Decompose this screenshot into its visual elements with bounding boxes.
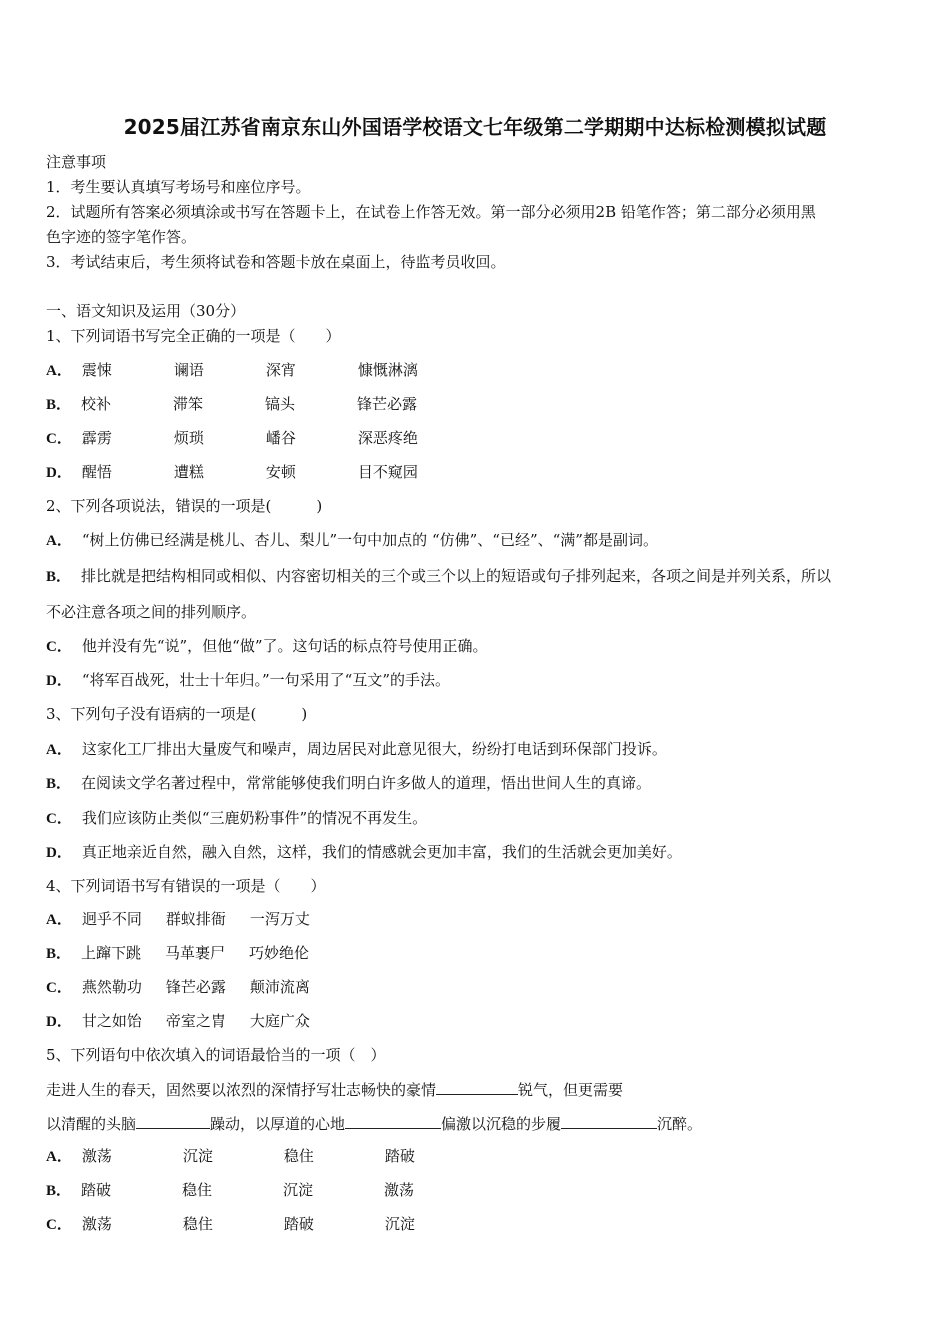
q4-option-a (46, 909, 310, 930)
notice-item: 色字迹的签字笔作答。 (46, 228, 197, 246)
question-1-stem: 1、下列词语书写完全正确的一项是（ ） (46, 327, 341, 345)
option-word: 沉淀 (384, 1215, 415, 1233)
option-word: 踏破 (283, 1215, 314, 1233)
option-word: 深宵 (265, 361, 296, 379)
option-word: 校补 (81, 395, 112, 413)
answer-blank (436, 1079, 518, 1095)
option-label: B． (46, 776, 72, 792)
notice-item: 1．考生要认真填写考场号和座位序号。 (46, 178, 311, 196)
option-text: 不必注意各项之间的排列顺序。 (46, 603, 257, 621)
option-label: C． (46, 811, 72, 827)
passage-text: 走进人生的春天，固然要以浓烈的深情抒写壮志畅快的豪情 (46, 1081, 437, 1099)
q3-option-a (46, 739, 667, 760)
option-word: 醒悟 (81, 463, 112, 481)
q1-option-b (46, 394, 417, 415)
question-3-stem: 3、下列句子没有语病的一项是( ) (46, 705, 308, 723)
answer-blank (345, 1113, 441, 1129)
answer-blank (561, 1113, 657, 1129)
option-word: 激荡 (81, 1147, 112, 1165)
q2-option-a (46, 530, 658, 551)
section-heading: 一、语文知识及运用（30分） (46, 302, 246, 320)
option-word: 镐头 (265, 395, 296, 413)
option-word: 沉淀 (182, 1147, 213, 1165)
option-word: 一泻万丈 (249, 910, 310, 928)
passage-text: 偏激以沉稳的步履 (441, 1115, 562, 1133)
question-4-stem: 4、下列词语书写有错误的一项是（ ） (46, 877, 326, 895)
option-word: 迥乎不同 (81, 910, 142, 928)
option-word: 烦琐 (173, 429, 204, 447)
option-word: 巧妙绝伦 (249, 944, 310, 962)
q2-option-d (46, 670, 450, 691)
option-label: C． (46, 980, 72, 996)
option-word: 慷慨淋漓 (357, 361, 418, 379)
q2-option-b-cont (46, 602, 256, 622)
option-word: 上蹿下跳 (81, 944, 142, 962)
q4-option-c (46, 977, 310, 998)
option-text: “将军百战死，壮士十年归。”一句采用了“互文”的手法。 (81, 671, 451, 689)
option-word: 稳住 (182, 1181, 213, 1199)
option-word: 滞笨 (173, 395, 204, 413)
option-label: D． (46, 673, 72, 689)
option-label: B． (46, 1183, 72, 1199)
option-label: C． (46, 639, 72, 655)
q1-option-d (46, 462, 418, 483)
option-word: 马革裹尸 (165, 944, 226, 962)
option-word: 踏破 (81, 1181, 112, 1199)
option-label: C． (46, 1217, 72, 1233)
option-word: 踏破 (384, 1147, 415, 1165)
option-label: A． (46, 912, 72, 928)
option-text: 我们应该防止类似“三鹿奶粉事件”的情况不再发生。 (81, 809, 428, 827)
option-word: 激荡 (81, 1215, 112, 1233)
option-word: 稳住 (182, 1215, 213, 1233)
option-word: 谰语 (173, 361, 204, 379)
q5-option-b (46, 1180, 414, 1201)
option-word: 遭糕 (173, 463, 204, 481)
q2-option-b (46, 566, 831, 587)
passage-text: 躁动，以厚道的心地 (210, 1115, 346, 1133)
q2-option-c (46, 636, 488, 657)
option-label: A． (46, 533, 72, 549)
option-label: D． (46, 845, 72, 861)
passage-text: 沉醉。 (657, 1115, 703, 1133)
q5-passage-line-1 (46, 1079, 623, 1100)
option-word: 目不窥园 (357, 463, 418, 481)
option-word: 甘之如饴 (81, 1012, 142, 1030)
q1-option-a (46, 360, 418, 381)
option-word: 沉淀 (283, 1181, 314, 1199)
q1-option-c (46, 428, 418, 449)
notice-item: 2．试题所有答案必须填涂或书写在答题卡上，在试卷上作答无效。第一部分必须用2B 铅笔作答；第二部分必须用黑 (46, 203, 816, 221)
q5-option-a (46, 1146, 415, 1167)
option-label: C． (46, 431, 72, 447)
option-word: 震悚 (81, 361, 112, 379)
answer-blank (136, 1113, 210, 1129)
option-label: B． (46, 946, 72, 962)
q5-option-c (46, 1214, 415, 1235)
option-word: 安顿 (265, 463, 296, 481)
option-text: “树上仿佛已经满是桃儿、杏儿、梨儿”一句中加点的 “仿佛”、“已经”、“满”都是副词。 (81, 531, 658, 549)
option-label: D． (46, 1014, 72, 1030)
option-word: 深恶疼绝 (357, 429, 418, 447)
option-word: 颠沛流离 (249, 978, 310, 996)
q4-option-d (46, 1011, 310, 1032)
q3-option-d (46, 842, 682, 863)
option-word: 嶓谷 (265, 429, 296, 447)
option-text: 排比就是把结构相同或相似、内容密切相关的三个或三个以上的短语或句子排列起来，各项之间是并列关系，所以 (81, 567, 832, 585)
option-word: 燕然勒功 (81, 978, 142, 996)
option-label: A． (46, 742, 72, 758)
option-word: 霹雳 (81, 429, 112, 447)
question-5-stem: 5、下列语句中依次填入的词语最恰当的一项（ ） (46, 1046, 386, 1064)
option-text: 他并没有先“说”，但他“做”了。这句话的标点符号使用正确。 (81, 637, 488, 655)
page-title: 2025届江苏省南京东山外国语学校语文七年级第二学期期中达标检测模拟试题 (123, 115, 827, 139)
option-word: 大庭广众 (249, 1012, 310, 1030)
q4-option-b (46, 943, 309, 964)
question-2-stem: 2、下列各项说法，错误的一项是( ) (46, 497, 323, 515)
option-label: B． (46, 397, 72, 413)
q3-option-c (46, 808, 427, 829)
option-label: D． (46, 465, 72, 481)
option-word: 稳住 (283, 1147, 314, 1165)
option-text: 在阅读文学名著过程中，常常能够使我们明白许多做人的道理，悟出世间人生的真谛。 (81, 774, 652, 792)
option-word: 锋芒必露 (165, 978, 226, 996)
notice-item: 3．考试结束后，考生须将试卷和答题卡放在桌面上，待监考员收回。 (46, 253, 506, 271)
passage-text: 锐气，但更需要 (518, 1081, 624, 1099)
passage-text: 以清醒的头脑 (46, 1115, 137, 1133)
option-text: 这家化工厂排出大量废气和噪声，周边居民对此意见很大，纷纷打电话到环保部门投诉。 (81, 740, 667, 758)
option-word: 帝室之胄 (165, 1012, 226, 1030)
option-label: A． (46, 363, 72, 379)
option-text: 真正地亲近自然，融入自然，这样，我们的情感就会更加丰富，我们的生活就会更加美好。 (81, 843, 682, 861)
option-word: 激荡 (384, 1181, 415, 1199)
option-label: A． (46, 1149, 72, 1165)
option-word: 群蚁排衙 (165, 910, 226, 928)
notice-heading: 注意事项 (46, 153, 107, 171)
option-word: 锋芒必露 (357, 395, 418, 413)
q3-option-b (46, 773, 651, 794)
option-label: B． (46, 569, 72, 585)
q5-passage-line-2 (46, 1113, 702, 1134)
